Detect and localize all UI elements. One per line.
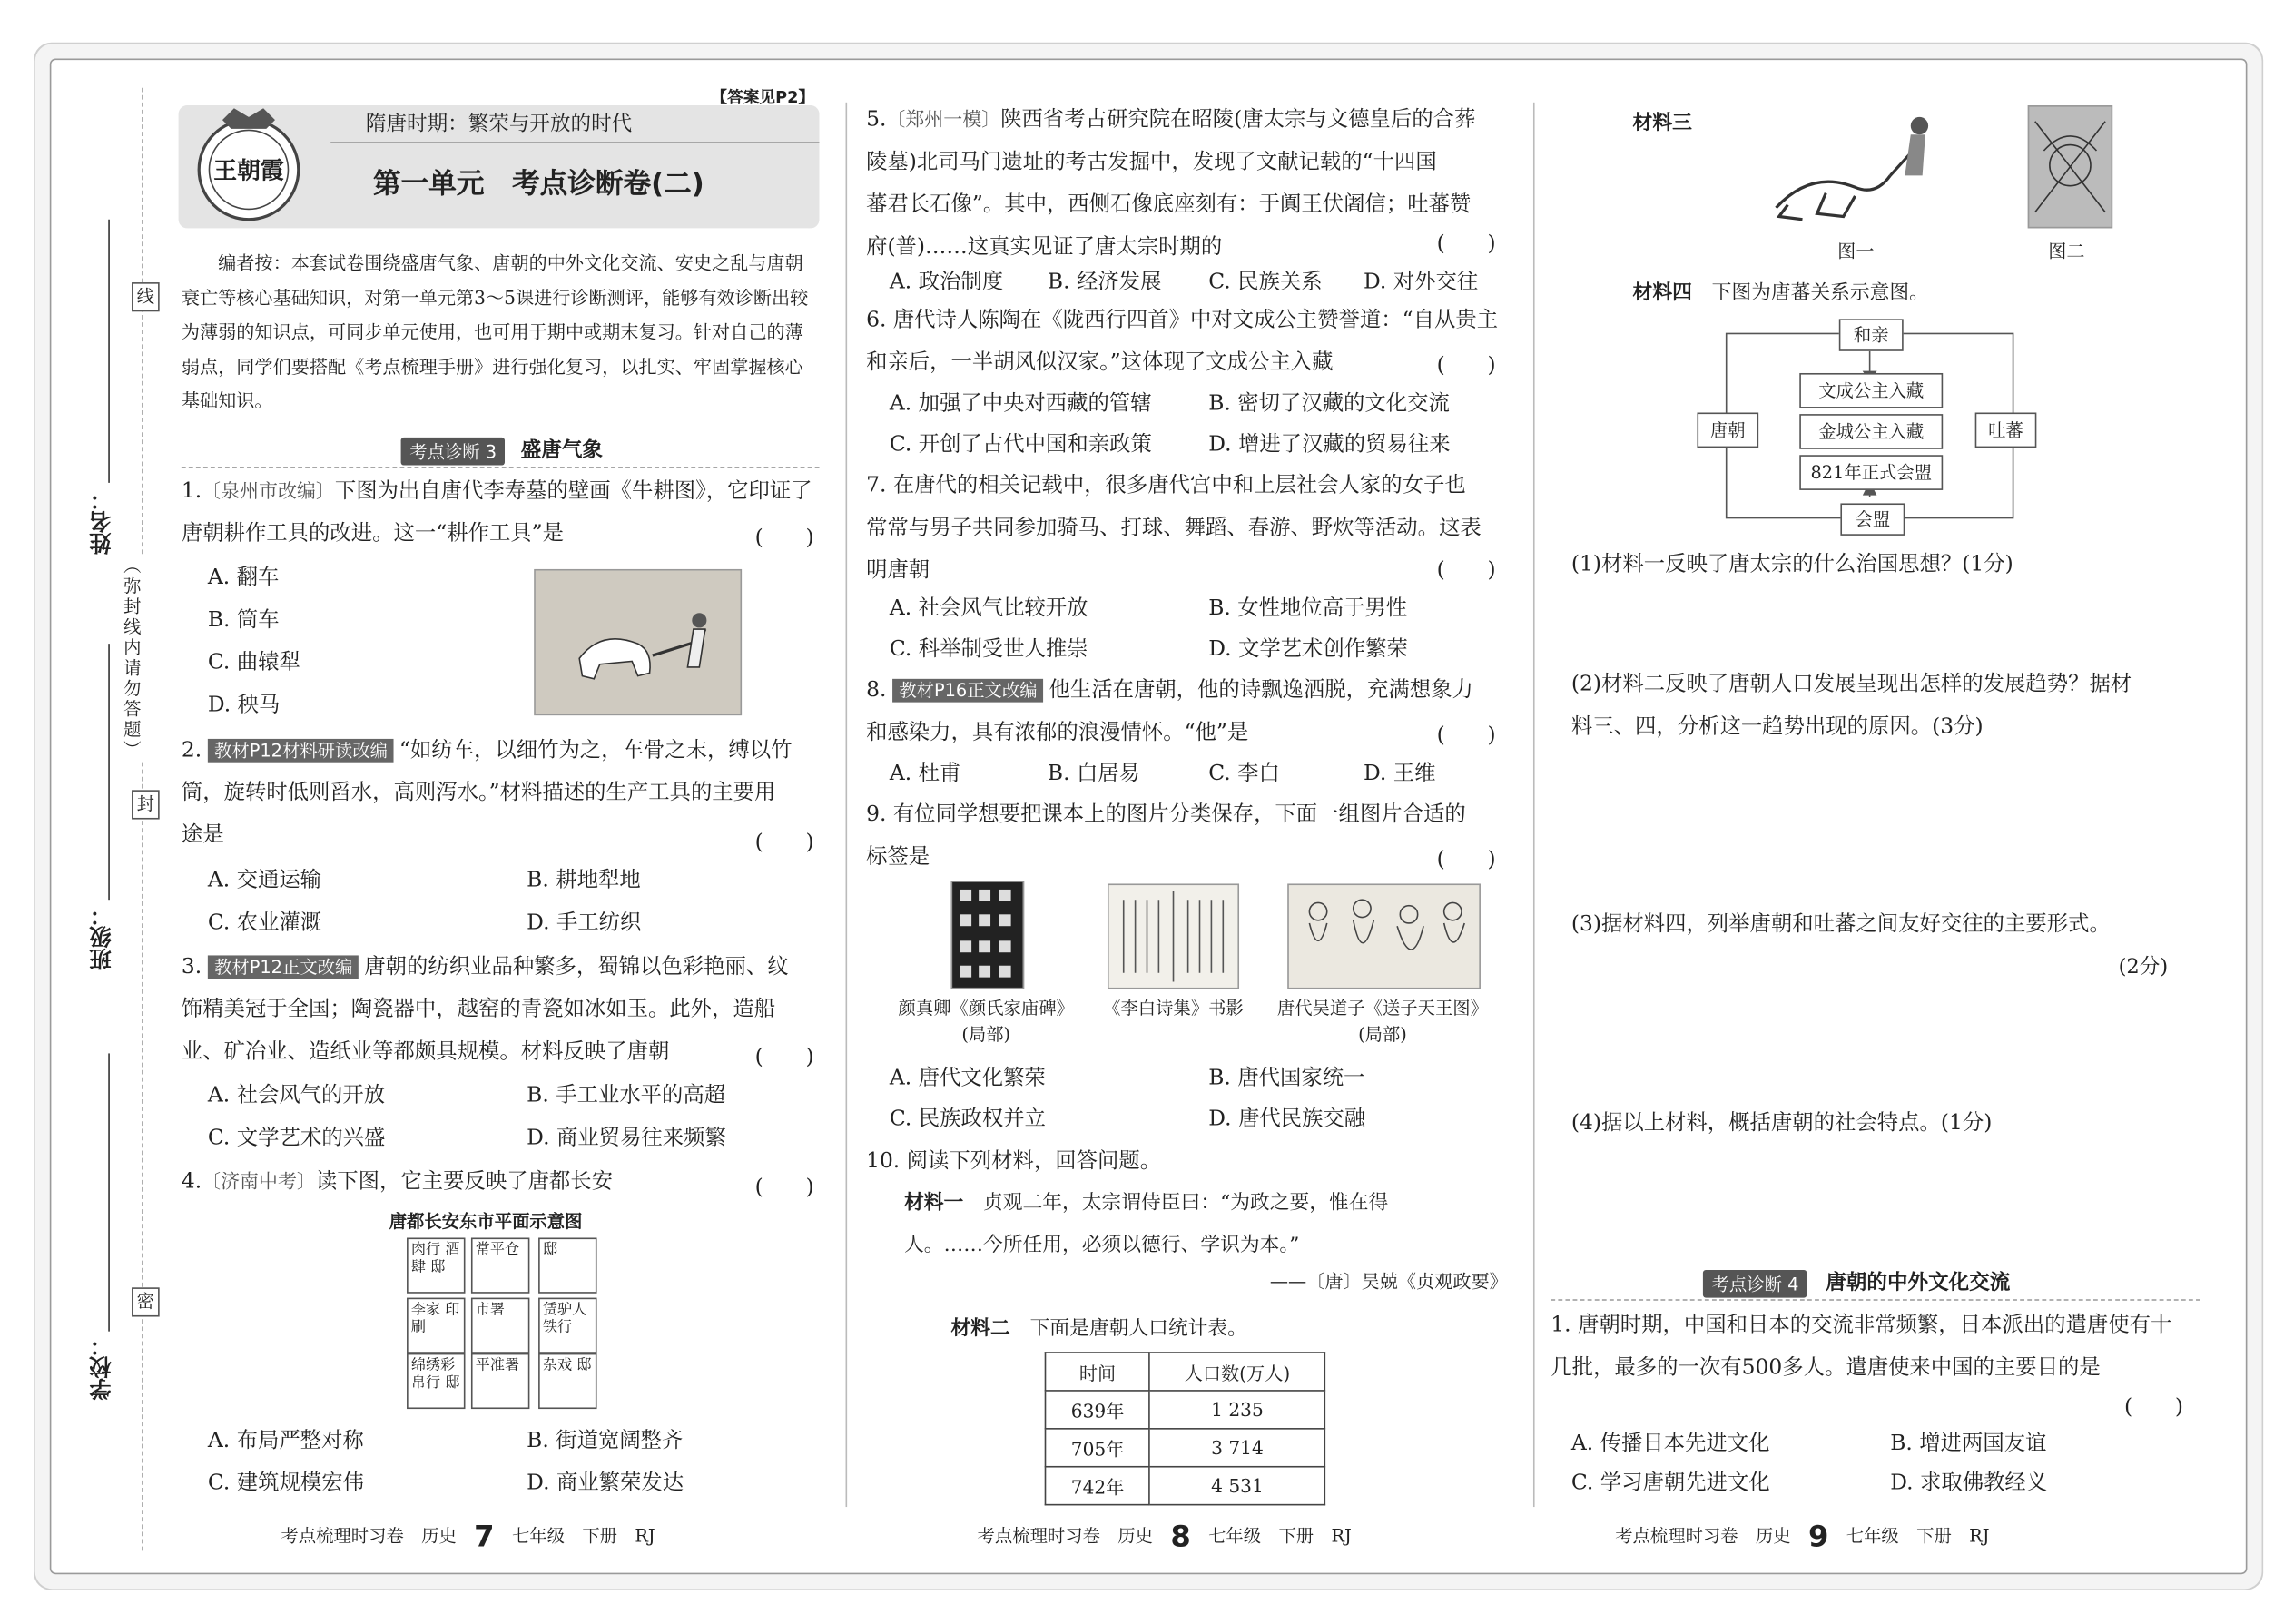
q10-material4: 材料四 下图为唐蕃关系示意图。: [1632, 281, 1929, 305]
q9-option-b[interactable]: B. 唐代国家统一: [1208, 1066, 1365, 1090]
q1-answer-paren[interactable]: ( ): [754, 527, 814, 551]
diagram-node-tubo: 吐蕃: [1975, 413, 2037, 448]
q4-option-a[interactable]: A. 布局严整对称: [207, 1429, 364, 1453]
map-cell: 李家 印刷: [407, 1298, 465, 1353]
q8-option-b[interactable]: B. 白居易: [1047, 762, 1141, 786]
q8-text: 8. 教材P16正文改编 他生活在唐朝，他的诗飘逸洒脱，充满想象力 和感染力，具有浓郁的浪漫情怀。“他”是: [866, 678, 1473, 745]
q6-option-a[interactable]: A. 加强了中央对西藏的管辖: [889, 391, 1152, 416]
q8-option-c[interactable]: C. 李白: [1208, 762, 1280, 786]
header-divider: [330, 142, 819, 143]
table-row: [1045, 1391, 1324, 1429]
q10-sub3-answer-area[interactable]: [1571, 989, 2200, 1100]
class-label: 班级：: [87, 904, 114, 970]
map-cell: 杂戏 邸: [538, 1353, 596, 1409]
page-number: 7: [474, 1518, 495, 1554]
q5-option-b[interactable]: B. 经济发展: [1047, 271, 1162, 294]
editor-note: 编者按：本套试卷围绕盛唐气象、唐朝的中外文化交流、安史之乱与唐朝衰亡等核心基础知识，对第一单元第3～5课进行诊断测评，能够有效诊断出较为薄弱的知识点，可同步单元使用，也可用于期中或期末复习。针对自己的薄弱点，同学们要搭配《考点梳理手册》进行强化复习，以扎实、牢固掌握核心基础知识。: [181, 251, 809, 411]
s4-q1-text: 1. 唐朝时期，中国和日本的交流非常频繁，日本派出的遣唐使有十 几批，最多的一次有500多人。遣唐使来中国的主要目的是: [1551, 1314, 2172, 1380]
table-cell: 1 235: [1150, 1391, 1325, 1429]
seal-xian: 线: [132, 282, 160, 311]
q2-option-a[interactable]: A. 交通运输: [207, 869, 322, 893]
q1-text: 1.〔泉州市改编〕下图为出自唐代李寿墓的壁画《牛耕图》，它印证了 唐朝耕作工具的改进。这一“耕作工具”是: [181, 479, 812, 546]
songzi-tianwang-painting-image: [1287, 883, 1481, 989]
diagram-node-jincheng: 金城公主入藏: [1799, 414, 1943, 449]
column-divider: [1533, 103, 1535, 1507]
q10-sub1: (1)材料一反映了唐太宗的什么治国思想？(1分): [1570, 553, 2013, 577]
ox-plough-mural-image: [534, 569, 742, 715]
q2-option-b[interactable]: B. 耕地犁地: [527, 869, 641, 893]
logo-text: 王朝霞: [213, 156, 284, 185]
q7-answer-paren[interactable]: ( ): [1436, 558, 1496, 583]
table-row: [1045, 1467, 1324, 1505]
page-number: 8: [1170, 1518, 1191, 1554]
q9-caption-2: 《李白诗集》书影: [1103, 998, 1244, 1019]
section4-badge: 考点诊断 4: [1703, 1270, 1807, 1298]
section4-header: [1551, 1267, 2200, 1301]
q3-text: 3. 教材P12正文改编 唐朝的纺织业品种繁多，蜀锦以色彩艳丽、纹 饰精美冠于全国；陶瓷器中，越窑的青瓷如冰如玉。此外，造船 业、矿冶业、造纸业等都颇具规模。材料反映了唐朝: [181, 955, 789, 1064]
q6-option-b[interactable]: B. 密切了汉藏的文化交流: [1208, 391, 1450, 416]
plough-figure-image: [1767, 105, 1949, 225]
q10-sub2-answer-area[interactable]: [1571, 755, 2200, 901]
diagram-node-tang: 唐朝: [1697, 413, 1758, 448]
calligraphy-stele-image: [951, 881, 1025, 989]
q8-answer-paren[interactable]: ( ): [1436, 723, 1496, 748]
q10-material2: 材料二 下面是唐朝人口统计表。: [950, 1316, 1247, 1341]
table-cell: 639年: [1045, 1391, 1149, 1429]
section4-title: 唐朝的中外文化交流: [1826, 1271, 2011, 1295]
q2-answer-paren[interactable]: ( ): [754, 831, 814, 855]
q7-option-d[interactable]: D. 文学艺术创作繁荣: [1208, 637, 1408, 662]
q5-option-c[interactable]: C. 民族关系: [1208, 271, 1323, 294]
answer-ref: 【答案见P2】: [711, 87, 815, 107]
diagram-node-821: 821年正式会盟: [1799, 455, 1943, 490]
q2-option-d[interactable]: D. 手工纺织: [527, 911, 642, 935]
column-divider: [846, 103, 848, 1507]
seal-note: （弥封线内请勿答题）: [120, 556, 144, 761]
page-footer-7: 考点梳理时习卷 历史 7 七年级 下册 RJ: [281, 1518, 655, 1554]
q1-option-c[interactable]: C. 曲辕犁: [207, 651, 300, 674]
q3-option-b[interactable]: B. 手工业水平的高超: [527, 1084, 726, 1108]
map-cell: 赁驴人 铁行: [538, 1298, 596, 1353]
population-table: [1045, 1352, 1325, 1505]
diagram-node-wencheng: 文成公主入藏: [1799, 373, 1943, 408]
q1-option-d[interactable]: D. 秧马: [207, 693, 281, 717]
q10-sub1-answer-area[interactable]: [1571, 591, 2200, 661]
map-cell: 肉行 酒肆 邸: [407, 1238, 465, 1294]
section3-badge: 考点诊断 3: [401, 438, 506, 466]
q4-map-title: 唐都长安东市平面示意图: [389, 1211, 583, 1233]
seal-mi: 密: [132, 1287, 160, 1316]
q9-option-c[interactable]: C. 民族政权并立: [889, 1107, 1046, 1131]
q7-text: 7. 在唐代的相关记载中，很多唐代宫中和上层社会人家的女子也 常常与男子共同参加骑马、打球、舞蹈、春游、野炊等活动。这表 明唐朝: [866, 474, 1482, 583]
school-label: 学校：: [87, 1334, 114, 1401]
fig1-caption: 图一: [1837, 240, 1875, 262]
q9-option-a[interactable]: A. 唐代文化繁荣: [889, 1066, 1046, 1090]
table-cell: 3 714: [1150, 1429, 1325, 1467]
q1-option-a[interactable]: A. 翻车: [207, 566, 280, 590]
q8-option-d[interactable]: D. 王维: [1364, 762, 1436, 786]
school-field[interactable]: [108, 1053, 110, 1331]
q9-answer-paren[interactable]: ( ): [1436, 848, 1496, 872]
q2-option-c[interactable]: C. 农业灌溉: [207, 911, 322, 935]
map-cell: 市署: [471, 1298, 529, 1353]
li-bai-book-image: [1108, 883, 1239, 989]
q1-option-b[interactable]: B. 筒车: [207, 608, 280, 633]
fig2-caption: 图二: [2048, 240, 2085, 262]
mural-figure-image: [2028, 105, 2112, 228]
s4-q1-option-a[interactable]: A. 传播日本先进文化: [1570, 1432, 1770, 1456]
q10-sub3: (3)据材料四，列举唐朝和吐蕃之间友好交往的主要形式。: [1570, 912, 2111, 937]
q5-option-a[interactable]: A. 政治制度: [889, 271, 1004, 294]
q9-caption-1: 颜真卿《颜氏家庙碑》 (局部): [898, 998, 1074, 1045]
q3-option-c[interactable]: C. 文学艺术的兴盛: [207, 1127, 386, 1150]
q7-option-b[interactable]: B. 女性地位高于男性: [1208, 596, 1408, 621]
q9-text: 9. 有位同学想要把课本上的图片分类保存，下面一组图片合适的 标签是: [866, 802, 1466, 870]
q4-answer-paren[interactable]: ( ): [754, 1176, 814, 1200]
page-footer-8: 考点梳理时习卷 历史 8 七年级 下册 RJ: [977, 1518, 1352, 1554]
q3-option-a[interactable]: A. 社会风气的开放: [207, 1084, 386, 1108]
q6-option-c[interactable]: C. 开创了古代中国和亲政策: [889, 433, 1152, 457]
table-cell: 705年: [1045, 1429, 1149, 1467]
q10-text: 10. 阅读下列材料，回答问题。: [866, 1149, 1162, 1174]
section3-header: [182, 435, 820, 468]
q9-option-d[interactable]: D. 唐代民族交融: [1208, 1107, 1366, 1131]
table-row: [1045, 1429, 1324, 1467]
q10-sub4: (4)据以上材料，概括唐朝的社会特点。(1分): [1570, 1111, 1993, 1136]
q7-option-a[interactable]: A. 社会风气比较开放: [889, 596, 1088, 621]
q6-option-d[interactable]: D. 增进了汉藏的贸易往来: [1208, 433, 1451, 457]
q9-caption-3: 唐代吴道子《送子天王图》 (局部): [1276, 998, 1489, 1045]
q6-text: 6. 唐代诗人陈陶在《陇西行四首》中对文成公主赞誉道：“自从贵主 和亲后，一半胡风似汉家。”这体现了文成公主入藏: [866, 309, 1499, 375]
name-field[interactable]: [108, 220, 110, 483]
section3-title: 盛唐气象: [520, 438, 603, 463]
q5-text: 5.〔郑州一模〕陕西省考古研究院在昭陵(唐太宗与文德皇后的合葬 陵墓)北司马门遗址的考古发掘中，发现了文献记载的“十四国 蕃君长石像”。其中，西侧石像底座刻有：于阗王伏阇信；吐蕃赞 府(普)……这真实见证了唐太宗时期的: [866, 108, 1476, 260]
page-number: 9: [1807, 1518, 1829, 1554]
s4-q1-option-c[interactable]: C. 学习唐朝先进文化: [1570, 1471, 1770, 1496]
q10-material3-label: 材料三: [1632, 111, 1692, 135]
seal-feng: 封: [132, 790, 160, 819]
table-header-cell: 人口数(万人): [1150, 1353, 1325, 1391]
s4-q1-option-b[interactable]: B. 增进两国友谊: [1890, 1432, 2047, 1456]
q7-option-c[interactable]: C. 科举制受世人推崇: [889, 637, 1088, 662]
table-header-row: [1045, 1353, 1324, 1391]
name-label: 姓名：: [87, 488, 114, 555]
q10-sub3-points: (2分): [2118, 955, 2169, 979]
q2-text: 2. 教材P12材料研读改编 “如纺车，以细竹为之，车骨之末，缚以竹 筒，旋转时低则舀水，高则泻水。”材料描述的生产工具的主要用 途是: [181, 738, 793, 848]
q5-option-d[interactable]: D. 对外交往: [1364, 271, 1479, 294]
s4-q1-answer-paren[interactable]: ( ): [2124, 1395, 2184, 1420]
map-cell: 常平仓: [471, 1238, 529, 1294]
header-subtitle: 隋唐时期：繁荣与开放的时代: [365, 113, 633, 136]
q3-answer-paren[interactable]: ( ): [754, 1046, 814, 1070]
s4-q1-option-d[interactable]: D. 求取佛教经义: [1890, 1471, 2048, 1496]
q3-option-d[interactable]: D. 商业贸易往来频繁: [527, 1127, 726, 1150]
map-cell: 平准署: [471, 1353, 529, 1409]
diagram-node-heqin: 和亲: [1839, 319, 1904, 350]
diagram-node-huimeng: 会盟: [1840, 503, 1905, 535]
page-footer-9: 考点梳理时习卷 历史 9 七年级 下册 RJ: [1615, 1518, 1990, 1554]
q10-sub4-answer-area[interactable]: [1571, 1150, 2200, 1261]
q10-material1-source: ——〔唐〕吴兢《贞观政要》: [1269, 1269, 1508, 1293]
table-cell: 742年: [1045, 1467, 1149, 1505]
q6-answer-paren[interactable]: ( ): [1436, 354, 1496, 378]
q5-answer-paren[interactable]: ( ): [1436, 232, 1496, 257]
map-cell: 邸: [538, 1238, 596, 1294]
q10-material1: 材料一 贞观二年，太宗谓侍臣曰：“为政之要，惟在得 人。……今所任用，必须以德行、学识为本。”: [903, 1190, 1389, 1257]
q4-text: 4.〔济南中考〕读下图，它主要反映了唐都长安: [181, 1170, 614, 1195]
page-title: 第一单元 考点诊断卷(二): [372, 168, 704, 201]
table-header-cell: 时间: [1045, 1353, 1149, 1391]
map-cell: 绵绣彩 帛行 邸: [407, 1353, 465, 1409]
table-cell: 4 531: [1150, 1467, 1325, 1505]
q4-option-b[interactable]: B. 街道宽阔整齐: [527, 1429, 684, 1453]
class-field[interactable]: [108, 644, 110, 900]
q4-option-d[interactable]: D. 商业繁荣发达: [527, 1471, 684, 1496]
q4-option-c[interactable]: C. 建筑规模宏伟: [207, 1471, 364, 1496]
q10-sub2: (2)材料二反映了唐朝人口发展呈现出怎样的发展趋势？据材 料三、四，分析这一趋势出现的原因。(3分): [1570, 673, 2132, 739]
q8-option-a[interactable]: A. 杜甫: [889, 762, 961, 786]
